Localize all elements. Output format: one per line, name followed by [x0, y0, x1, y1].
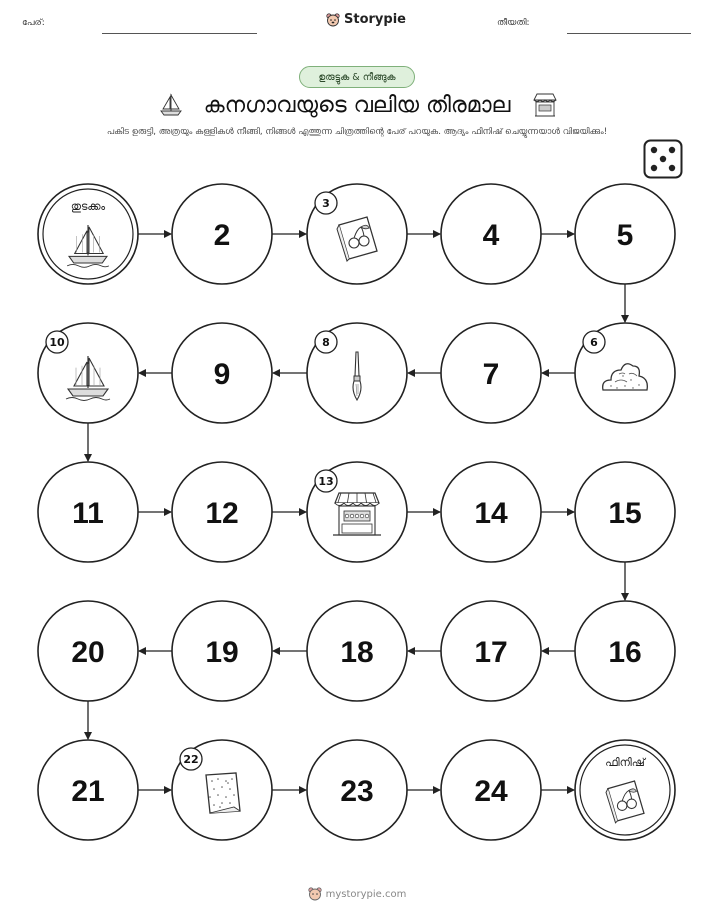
page-title: കനഗാവയുടെ വലിയ തിരമാല — [203, 93, 511, 118]
cell-number: 19 — [205, 636, 239, 669]
cell-number: 10 — [49, 336, 65, 349]
board-cell[interactable] — [575, 462, 675, 562]
cell-number: 6 — [590, 336, 598, 349]
cell-number: 4 — [482, 219, 500, 252]
board-cell[interactable] — [172, 601, 272, 701]
cell-number: 12 — [205, 497, 239, 530]
finish-label: ഫിനിഷ് — [605, 756, 645, 769]
board-cell[interactable] — [307, 601, 407, 701]
cell-number: 11 — [72, 497, 104, 530]
board-cell[interactable] — [172, 184, 272, 284]
footer-url: mystorypie.com — [325, 888, 407, 900]
board-cell[interactable] — [307, 462, 407, 562]
cell-number: 5 — [616, 219, 634, 252]
board-cell[interactable] — [441, 462, 541, 562]
board-cell[interactable] — [38, 740, 138, 840]
cell-number: 23 — [340, 775, 374, 808]
instructions: പകിട ഉരുട്ടി, അത്രയും കള്ളികൾ നീങ്ങി, നിങ്ങൾ എത്തുന്ന ചിത്രത്തിന്റെ പേര് പറയുക. ആദ്യം ഫിനിഷ് ചെയ്യുന്നയാൾ വിജയിക്കും! — [106, 127, 608, 137]
board-cell[interactable] — [575, 740, 675, 840]
cell-number: 17 — [474, 636, 508, 669]
cell-number: 15 — [608, 497, 642, 530]
cell-number: 2 — [213, 219, 231, 252]
start-label: തുടക്കം — [70, 200, 106, 213]
game-type-badge: ഉരുട്ടുക & നീങ്ങുക — [299, 66, 415, 88]
board-cell[interactable] — [441, 740, 541, 840]
board-cell[interactable] — [307, 184, 407, 284]
board-cell[interactable] — [575, 323, 675, 423]
board-cell[interactable] — [307, 740, 407, 840]
cell-number: 3 — [322, 197, 330, 210]
board-cell[interactable] — [575, 601, 675, 701]
board-cell[interactable] — [172, 462, 272, 562]
cell-number: 7 — [482, 358, 500, 391]
market-stall-icon — [333, 493, 381, 535]
board-cell[interactable] — [172, 740, 272, 840]
cell-number: 16 — [608, 636, 642, 669]
board-cell[interactable] — [441, 184, 541, 284]
board-cell[interactable] — [38, 601, 138, 701]
cell-number: 22 — [183, 753, 199, 766]
footer — [0, 887, 714, 901]
board-cell[interactable] — [38, 184, 138, 284]
cell-number: 13 — [318, 475, 334, 488]
cell-number: 21 — [71, 775, 105, 808]
board-cell[interactable] — [38, 323, 138, 423]
date-label: തീയതി: — [497, 18, 530, 28]
cell-number: 9 — [213, 358, 231, 391]
cell-number: 18 — [340, 636, 374, 669]
cell-number: 8 — [322, 336, 330, 349]
bear-icon — [308, 887, 322, 901]
cell-number: 24 — [474, 775, 508, 808]
cell-number: 20 — [71, 636, 105, 669]
board-cell[interactable] — [307, 323, 407, 423]
board-cell[interactable] — [441, 323, 541, 423]
brand-name: Storypie — [344, 12, 406, 27]
name-label: പേര്: — [22, 18, 45, 28]
board-cell[interactable] — [38, 462, 138, 562]
board-cell[interactable] — [575, 184, 675, 284]
board-cell[interactable] — [172, 323, 272, 423]
paper-sheet-icon — [206, 773, 240, 813]
cell-number: 14 — [474, 497, 508, 530]
board-cell[interactable] — [441, 601, 541, 701]
